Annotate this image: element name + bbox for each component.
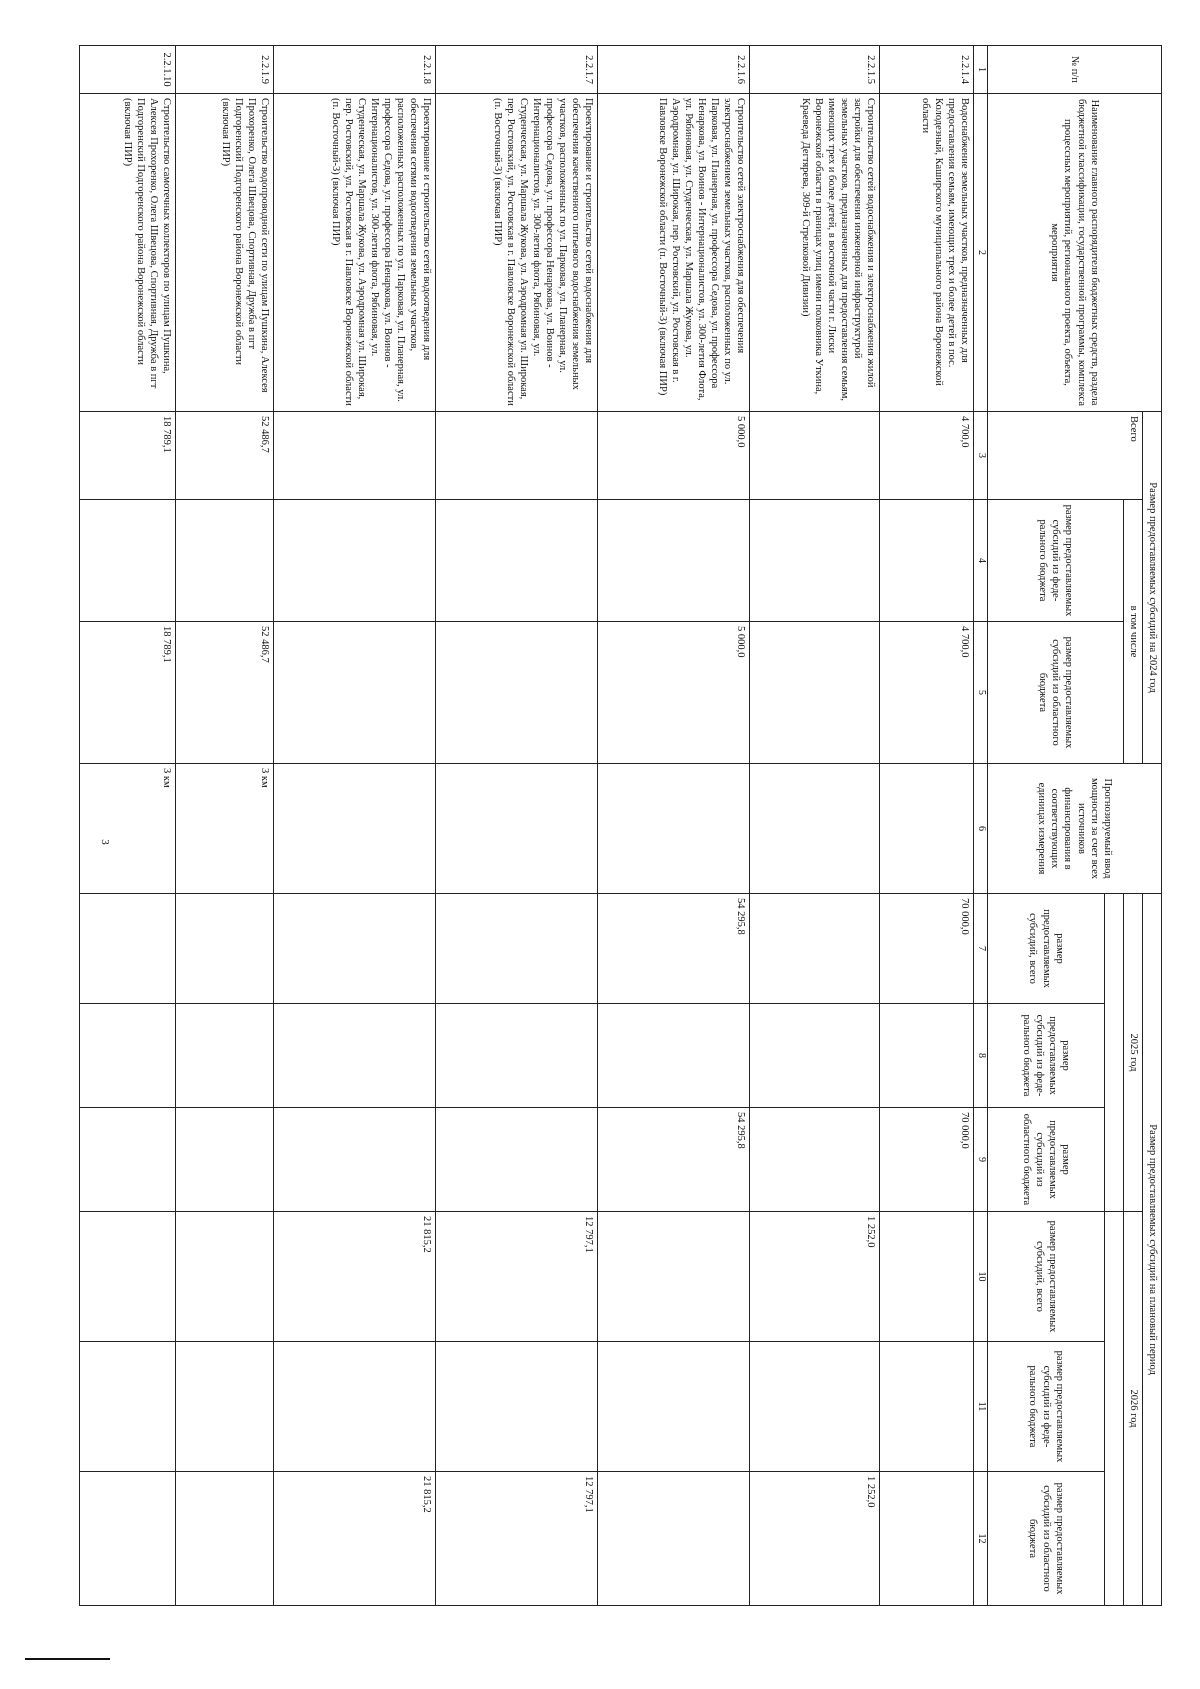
- row-code: 2.2.1.5: [750, 46, 880, 94]
- row-value-c10: [880, 1212, 974, 1342]
- row-value-c6: [274, 764, 436, 894]
- row-value-c9: [176, 1108, 274, 1212]
- row-value-c12: [80, 1472, 176, 1606]
- row-value-c11: [80, 1342, 176, 1472]
- row-value-c11: [880, 1342, 974, 1472]
- row-value-c8: [176, 1004, 274, 1108]
- row-value-c12: [880, 1472, 974, 1606]
- row-value-c12: 12 797,1: [436, 1472, 598, 1606]
- row-value-c8: [598, 1004, 750, 1108]
- row-value-c9: [436, 1108, 598, 1212]
- col-number: 2: [974, 94, 988, 412]
- row-value-c4: [750, 500, 880, 622]
- col-number: 1: [974, 46, 988, 94]
- column-number-row: [974, 46, 988, 1606]
- row-value-c10: [176, 1212, 274, 1342]
- row-value-c8: [274, 1004, 436, 1108]
- table-row: [176, 46, 274, 1606]
- header-reg-2026: размер предоставляемых субсидий из областного бюджета: [988, 1472, 1105, 1606]
- row-value-c4: [274, 500, 436, 622]
- row-value-c4: [880, 500, 974, 622]
- row-value-c8: [436, 1004, 598, 1108]
- header-group-plan: Размер предоставляемых субсидий на плановый период: [1143, 894, 1162, 1606]
- col-number: 8: [974, 1004, 988, 1108]
- row-value-c6: 3 км: [80, 764, 176, 894]
- row-value-c6: [880, 764, 974, 894]
- row-code: 2.2.1.7: [436, 46, 598, 94]
- row-value-c10: [598, 1212, 750, 1342]
- row-value-c5: 5 000,0: [598, 622, 750, 764]
- col-number: 7: [974, 894, 988, 1004]
- row-name: Водоснабжение земельных участков, предназначенных для предоставления семьям, имеющих трех и более детей в пос. Колодезный, Каширского муниципального района Воронежской области: [880, 94, 974, 412]
- col-number: 5: [974, 622, 988, 764]
- row-value-c3: 4 700,0: [880, 412, 974, 500]
- row-value-c3: [436, 412, 598, 500]
- scan-edge-line: [25, 1658, 110, 1660]
- row-value-c12: 21 815,2: [274, 1472, 436, 1606]
- row-value-c11: [750, 1342, 880, 1472]
- row-value-c10: 21 815,2: [274, 1212, 436, 1342]
- row-value-c7: [436, 894, 598, 1004]
- row-value-c6: [598, 764, 750, 894]
- row-value-c5: 52 486,7: [176, 622, 274, 764]
- header-num: № п/п: [988, 46, 1162, 94]
- header-group-2024: Размер предоставляемых субсидий на 2024 год: [1143, 412, 1162, 764]
- row-code: 2.2.1.4: [880, 46, 974, 94]
- header-fed-2026: размер предоставляемых субсидий из феде-рального бюджета: [988, 1342, 1105, 1472]
- col-number: 3: [974, 412, 988, 500]
- col-number: 6: [974, 764, 988, 894]
- row-value-c9: [750, 1108, 880, 1212]
- header-2025: 2025 год: [1124, 894, 1143, 1212]
- row-name: Проектирование и строительство сетей водоснабжения для обеспечения качественного питьевого водоснабжения земельных участков, расположенных по ул. Парковая, ул. Планерная, ул. профессора Седова, ул. профессора Ненаркова, ул. Воинов - Интернационалистов, ул. 300-летия флота, Рябиновая, ул. Студенческая, ул. Маршала Жукова, ул. Аэродромная ул. Широкая, пер. Ростовский, ул. Ростовская в г. Павловске Воронежской области (п. Восточный-3) (включая ПИР): [436, 94, 598, 412]
- row-value-c12: 1 252,0: [750, 1472, 880, 1606]
- row-value-c4: [436, 500, 598, 622]
- row-value-c10: 12 797,1: [436, 1212, 598, 1342]
- header-including: в том числе: [1124, 500, 1143, 764]
- header-2026: 2026 год: [1124, 1212, 1143, 1606]
- row-value-c6: [750, 764, 880, 894]
- header-fed-2025: размер предоставляемых субсидий из феде-рального бюджета: [988, 1004, 1105, 1108]
- row-value-c12: [176, 1472, 274, 1606]
- row-value-c10: 1 252,0: [750, 1212, 880, 1342]
- row-value-c3: 5 000,0: [598, 412, 750, 500]
- row-name: Проектирование и строительство сетей водоотведения для обеспечения сетями водоотведения земельных участков, расположенных расположенных по ул. Парковая, ул. Планерная, ул. профессора Седова, ул. профессора Ненаркова, ул. Воинов - Интернационалистов, ул. 300-летия флота, Рябиновая, ул. Студенческая, ул. Маршала Жукова, ул. Аэродромная ул. Широкая, пер. Ростовский, ул. Ростовская в г. Павловске Воронежской области (п. Восточный-3) (включая ПИР): [274, 94, 436, 412]
- col-number: 9: [974, 1108, 988, 1212]
- row-value-c11: [598, 1342, 750, 1472]
- row-value-c6: 3 км: [176, 764, 274, 894]
- header-all-2026: размер предоставляемых субсидий, всего: [988, 1212, 1105, 1342]
- rotated-page: [122, 45, 1162, 1605]
- row-value-c7: 70 000,0: [880, 894, 974, 1004]
- row-value-c11: [176, 1342, 274, 1472]
- row-value-c3: 18 789,1: [80, 412, 176, 500]
- row-value-c7: [274, 894, 436, 1004]
- row-value-c8: [750, 1004, 880, 1108]
- row-value-c5: 18 789,1: [80, 622, 176, 764]
- row-name: Строительство сетей водоснабжения и электроснабжения жилой застройки для обеспечения инженерной инфраструктурой земельных участков, предназначенных для предоставления семьям, имеющих трех и более детей, в восточной части г. Лиски Воронежской области в границах улиц имени полковника Уткина, Краеведа Дегтярева, 309-й Стрелковой Дивизии): [750, 94, 880, 412]
- table-row: [274, 46, 436, 1606]
- row-value-c9: [274, 1108, 436, 1212]
- row-value-c5: [274, 622, 436, 764]
- row-name: Строительство водопроводной сети по улицам Пушкина, Алексея Прохоренко, Олега Швецова, Спортивная, Дружба в пгт Подгоренский Подгоренского района Воронежской области (включая ПИР): [176, 94, 274, 412]
- subsidy-table: [80, 45, 1163, 1606]
- header-reg-2024: размер предоставляемых субсидий из областного бюджета: [988, 622, 1124, 764]
- row-value-c4: [176, 500, 274, 622]
- row-value-c11: [274, 1342, 436, 1472]
- row-code: 2.2.1.9: [176, 46, 274, 94]
- header-fed-2024: размер предоставляемых субсидий из феде-рального бюджета: [988, 500, 1124, 622]
- row-code: 2.2.1.6: [598, 46, 750, 94]
- row-value-c7: [750, 894, 880, 1004]
- header-total: Всего: [988, 412, 1143, 500]
- row-value-c11: [436, 1342, 598, 1472]
- page-number: 3: [99, 839, 111, 845]
- table-row: [750, 46, 880, 1606]
- row-value-c7: [80, 894, 176, 1004]
- row-value-c9: 70 000,0: [880, 1108, 974, 1212]
- row-value-c6: [436, 764, 598, 894]
- col-number: 12: [974, 1472, 988, 1606]
- col-number: 4: [974, 500, 988, 622]
- row-value-c12: [598, 1472, 750, 1606]
- col-number: 10: [974, 1212, 988, 1342]
- row-value-c8: [80, 1004, 176, 1108]
- row-value-c7: 54 295,8: [598, 894, 750, 1004]
- row-name: Строительство самотечных коллекторов по улицам Пушкина, Алексея Прохоренко, Олега Швецова, Спортивная, Дружба в пгт Подгоренский Подгоренского района Воронежской области (включая ПИР): [80, 94, 176, 412]
- col-number: 11: [974, 1342, 988, 1472]
- row-value-c10: [80, 1212, 176, 1342]
- row-value-c5: [750, 622, 880, 764]
- header-capacity: Прогнозируемый ввод мощности за счет всех источников финансирования в соответствующих единицах измерения: [988, 764, 1162, 894]
- row-code: 2.2.1.8: [274, 46, 436, 94]
- table-row: [598, 46, 750, 1606]
- row-code: 2.2.1.10: [80, 46, 176, 94]
- row-value-c3: 52 486,7: [176, 412, 274, 500]
- row-value-c8: [880, 1004, 974, 1108]
- table-body: [80, 46, 974, 1606]
- row-value-c5: [436, 622, 598, 764]
- row-value-c9: [80, 1108, 176, 1212]
- row-value-c4: [80, 500, 176, 622]
- row-value-c9: 54 295,8: [598, 1108, 750, 1212]
- row-name: Строительство сетей электроснабжения для обеспечения электроснабжением земельных участков, расположенных по ул. Парковая, ул. Планерная, ул. профессора Седова, ул. профессора Ненаркова, ул. Воинов - Интернационалистов, ул. 300-летия Флота, ул. Рябиновая, ул. Студенческая, ул. Маршала Жукова, ул. Аэродромная, ул. Широкая, пер. Ростовский, ул. Ростовская в г. Павловске Воронежской области (п. Восточный-3) (включая ПИР): [598, 94, 750, 412]
- header-reg-2025: размер предоставляемых субсидий из областного бюджета: [988, 1108, 1105, 1212]
- row-value-c5: 4 700,0: [880, 622, 974, 764]
- table-row: [80, 46, 176, 1606]
- header-all-2025: размер предоставляемых субсидий, всего: [988, 894, 1105, 1004]
- row-value-c4: [598, 500, 750, 622]
- header-name: Наименование главного распорядителя бюджетных средств, раздела бюджетной классификации, государственной программы, комплекса процессных мероприятий, регионального проекта, объекта, мероприятия: [988, 94, 1162, 412]
- row-value-c3: [274, 412, 436, 500]
- table-row: [436, 46, 598, 1606]
- row-value-c7: [176, 894, 274, 1004]
- row-value-c3: [750, 412, 880, 500]
- table-row: [880, 46, 974, 1606]
